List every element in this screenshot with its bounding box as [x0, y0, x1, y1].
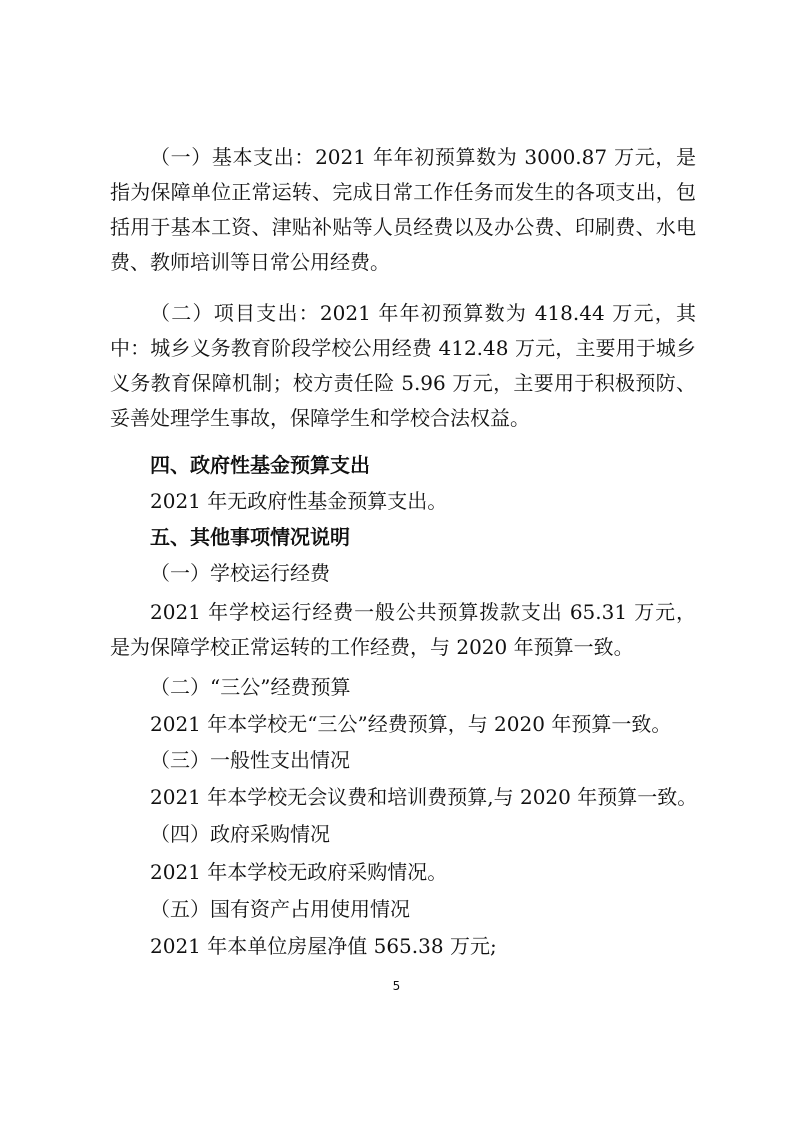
sub2-text: 2021 年本学校无“三公”经费预算，与 2020 年预算一致。 [150, 712, 672, 736]
sub5-text: 2021 年本单位房屋净值 565.38 万元; [150, 934, 497, 958]
sub2-heading: （二）“三公”经费预算 [150, 675, 351, 699]
sub3-text: 2021 年本学校无会议费和培训费预算,与 2020 年预算一致。 [150, 785, 698, 809]
section4-text: 2021 年无政府性基金预算支出。 [150, 489, 448, 513]
sub4-heading: （四）政府采购情况 [150, 822, 330, 846]
sub1-text: 2021 年学校运行经费一般公共预算拨款支出 65.31 万元，是为保障学校正常运转的工作经费，与 2020 年预算一致。 [110, 600, 696, 659]
sub1-heading: （一）学校运行经费 [150, 561, 330, 585]
sub3-heading: （三）一般性支出情况 [150, 748, 350, 772]
basic-expense-paragraph: （一）基本支出：2021 年年初预算数为 3000.87 万元，是指为保障单位正常运转、完成日常工作任务而发生的各项支出，包括用于基本工资、津贴补贴等人员经费以及办公费、印刷费、水电费、教师培训等日常公用经费。 [110, 145, 696, 274]
section5-heading: 五、其他事项情况说明 [150, 525, 350, 549]
section4-heading: 四、政府性基金预算支出 [150, 453, 370, 477]
sub4-text: 2021 年本学校无政府采购情况。 [150, 860, 448, 884]
project-expense-paragraph: （二）项目支出：2021 年年初预算数为 418.44 万元，其中：城乡义务教育阶段学校公用经费 412.48 万元，主要用于城乡义务教育保障机制；校方责任险 5.96 万元，主要用于积极预防、妥善处理学生事故，保障学生和学校合法权益。 [110, 301, 696, 430]
sub5-heading: （五）国有资产占用使用情况 [150, 897, 410, 921]
page-number: 5 [392, 979, 401, 993]
